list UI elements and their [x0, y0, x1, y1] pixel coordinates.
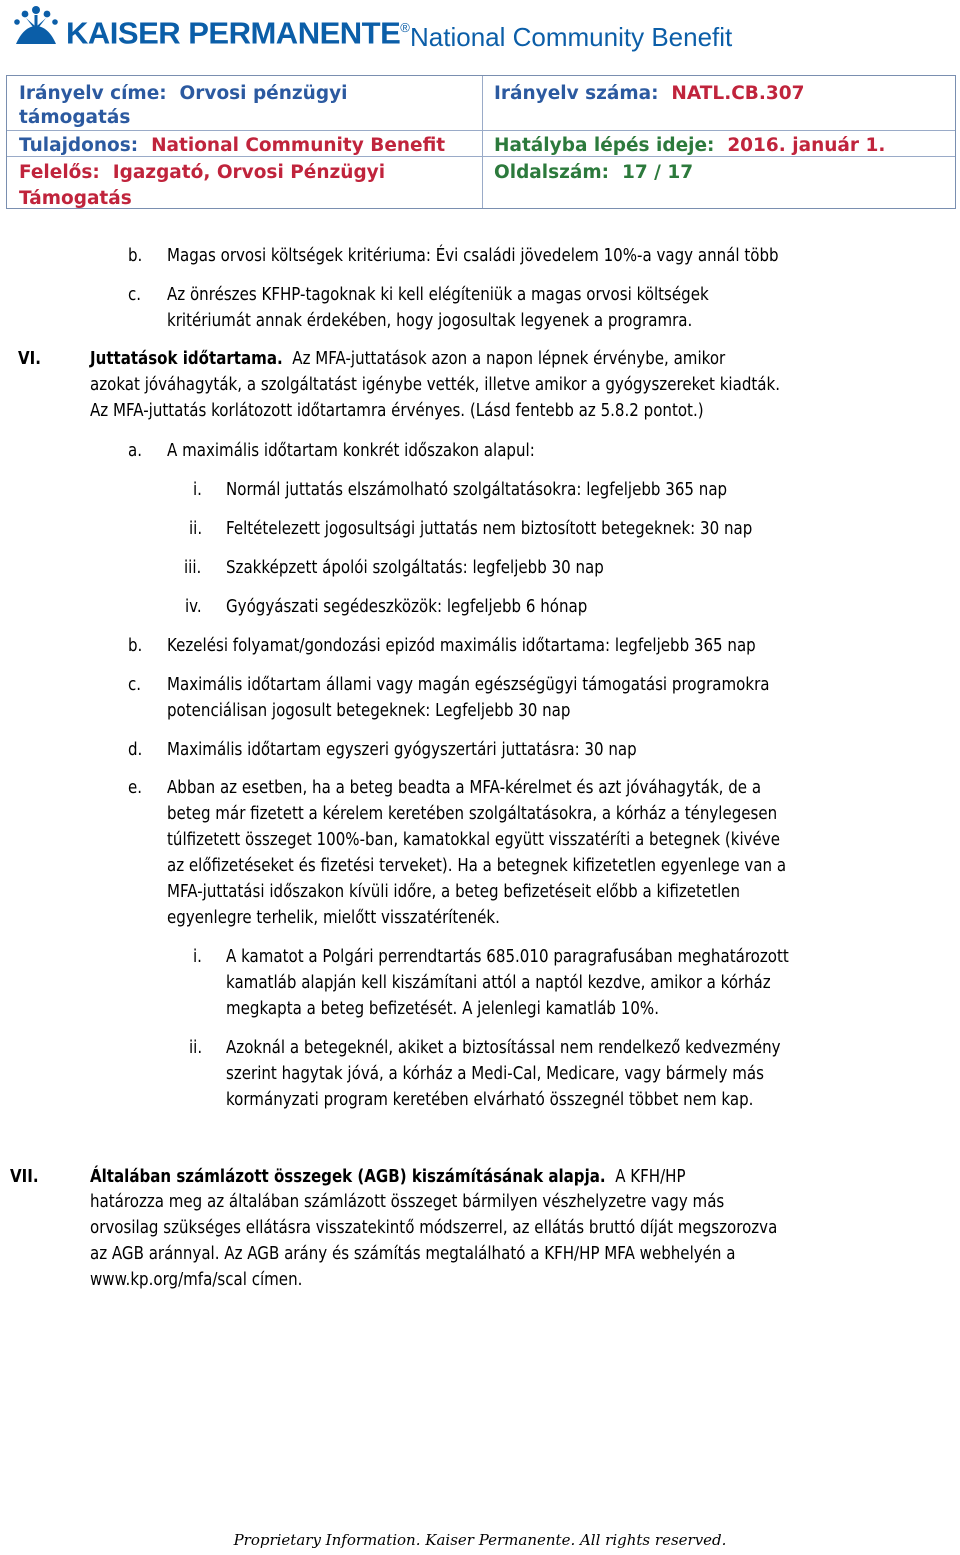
- paragraph-line: Juttatások időtartama. Az MFA-juttatások azon a napon lépnek érvénybe, amikor: [90, 349, 726, 369]
- list-marker: i.: [193, 947, 202, 967]
- section-number: VII.: [10, 1167, 39, 1187]
- paragraph-line: Az MFA-juttatás korlátozott időtartamra érvényes. (Lásd fentebb az 5.8.2 pontot.): [90, 401, 704, 421]
- paragraph-line: megkapta a beteg befizetését. A jelenlegi kamatláb 10%.: [226, 999, 659, 1019]
- responsible: Felelős: Igazgató, Orvosi Pénzügyi: [19, 162, 386, 183]
- paragraph-line: Gyógyászati segédeszközök: legfeljebb 6 hónap: [226, 597, 588, 617]
- footer-copyright: Proprietary Information. Kaiser Permanente. All rights reserved.: [233, 1531, 727, 1549]
- list-marker: e.: [128, 778, 143, 798]
- paragraph-line: Feltételezett jogosultsági juttatás nem biztosított betegeknek: 30 nap: [226, 519, 753, 539]
- paragraph-line: MFA-juttatási időszakon kívüli időre, a beteg befizetéseit előbb a kifizetetlen: [167, 882, 741, 902]
- page-number: Oldalszám: 17 / 17: [494, 162, 694, 183]
- policy-title: Irányelv címe: Orvosi pénzügyi: [19, 83, 348, 104]
- list-marker: b.: [128, 246, 143, 266]
- paragraph-line: azokat jóváhagyták, a szolgáltatást igénybe vették, illetve amikor a gyógyszereket kiadták.: [90, 375, 781, 395]
- paragraph-line: egyenlegre terhelik, mielőtt visszatérítenék.: [167, 908, 500, 928]
- list-marker: c.: [128, 675, 142, 695]
- list-marker: a.: [128, 441, 143, 461]
- section-heading: Általában számlázott összegek (AGB) kiszámításának alapja.: [90, 1167, 606, 1187]
- effective-date: Hatályba lépés ideje: 2016. január 1.: [494, 135, 886, 156]
- paragraph-line: túlfizetett összeget 100%-ban, kamatokkal együtt visszatéríti a betegnek (kivéve: [167, 830, 780, 850]
- kaiser-logo-icon: [10, 4, 62, 48]
- policy-number: Irányelv száma: NATL.CB.307: [494, 83, 805, 104]
- brand-subtitle: National Community Benefit: [410, 22, 733, 52]
- list-marker: d.: [128, 740, 143, 760]
- paragraph-line: beteg már fizetett a kérelem keretében szolgáltatásokra, a kórház a ténylegesen: [167, 804, 778, 824]
- paragraph-line: Maximális időtartam egyszeri gyógyszertári juttatásra: 30 nap: [167, 740, 637, 760]
- paragraph-line: az előfizetéseket és fizetési terveket). Ha a betegnek kifizetetlen egyenlege van a: [167, 856, 787, 876]
- paragraph-line: Azoknál a betegeknél, akiket a biztosítással nem rendelkező kedvezmény: [226, 1038, 781, 1058]
- policy-owner: Tulajdonos: National Community Benefit: [19, 135, 446, 156]
- paragraph-line: Abban az esetben, ha a beteg beadta a MFA-kérelmet és azt jóváhagyták, de a: [167, 778, 762, 798]
- list-marker: i.: [193, 480, 202, 500]
- paragraph-line: szerint hagytak jóvá, a kórház a Medi-Cal, Medicare, vagy bármely más: [226, 1064, 764, 1084]
- list-marker: c.: [128, 285, 142, 305]
- list-marker: iv.: [185, 597, 202, 617]
- paragraph-line: Szakképzett ápolói szolgáltatás: legfeljebb 30 nap: [226, 558, 604, 578]
- section-heading: Juttatások időtartama.: [90, 349, 283, 369]
- paragraph-line: potenciálisan jogosult betegeknek: Legfeljebb 30 nap: [167, 701, 571, 721]
- paragraph-line: kritériumát annak érdekében, hogy jogosultak legyenek a programra.: [167, 311, 693, 331]
- list-marker: ii.: [189, 1038, 203, 1058]
- policy-title-cont: támogatás: [19, 107, 131, 128]
- paragraph-line: A maximális időtartam konkrét időszakon alapul:: [167, 441, 535, 461]
- paragraph-line: határozza meg az általában számlázott összeget bármilyen vészhelyzetre vagy más: [90, 1192, 725, 1212]
- paragraph-line: Kezelési folyamat/gondozási epizód maximális időtartama: legfeljebb 365 nap: [167, 636, 756, 656]
- list-marker: iii.: [184, 558, 202, 578]
- paragraph-line: Maximális időtartam állami vagy magán egészségügyi támogatási programokra: [167, 675, 770, 695]
- list-marker: ii.: [189, 519, 203, 539]
- paragraph-line: Az önrészes KFHP-tagoknak ki kell elégíteniük a magas orvosi költségek: [167, 285, 709, 305]
- paragraph-line: kamatláb alapján kell kiszámítani attól a naptól kezdve, amikor a kórház: [226, 973, 771, 993]
- responsible-cont: Támogatás: [19, 188, 132, 209]
- paragraph-line: az AGB aránnyal. Az AGB arány és számítás megtalálható a KFH/HP MFA webhelyén a: [90, 1244, 736, 1264]
- paragraph-line: kormányzati program keretében elvárható összegnél többet nem kap.: [226, 1090, 754, 1110]
- paragraph-line: Magas orvosi költségek kritériuma: Évi családi jövedelem 10%-a vagy annál több: [167, 246, 779, 266]
- paragraph-line: A kamatot a Polgári perrendtartás 685.010 paragrafusában meghatározott: [226, 947, 789, 967]
- paragraph-line: www.kp.org/mfa/scal címen.: [90, 1270, 303, 1290]
- list-marker: b.: [128, 636, 143, 656]
- section-number: VI.: [18, 349, 41, 369]
- brand-name: KAISER PERMANENTE®: [66, 15, 410, 51]
- policy-header-box: [6, 75, 956, 209]
- paragraph-line: Általában számlázott összegek (AGB) kiszámításának alapja. A KFH/HP: [90, 1167, 686, 1187]
- paragraph-line: orvosilag szükséges ellátásra visszatekintő módszerrel, az ellátás bruttó díját megszorozva: [90, 1218, 778, 1238]
- paragraph-line: Normál juttatás elszámolható szolgáltatásokra: legfeljebb 365 nap: [226, 480, 728, 500]
